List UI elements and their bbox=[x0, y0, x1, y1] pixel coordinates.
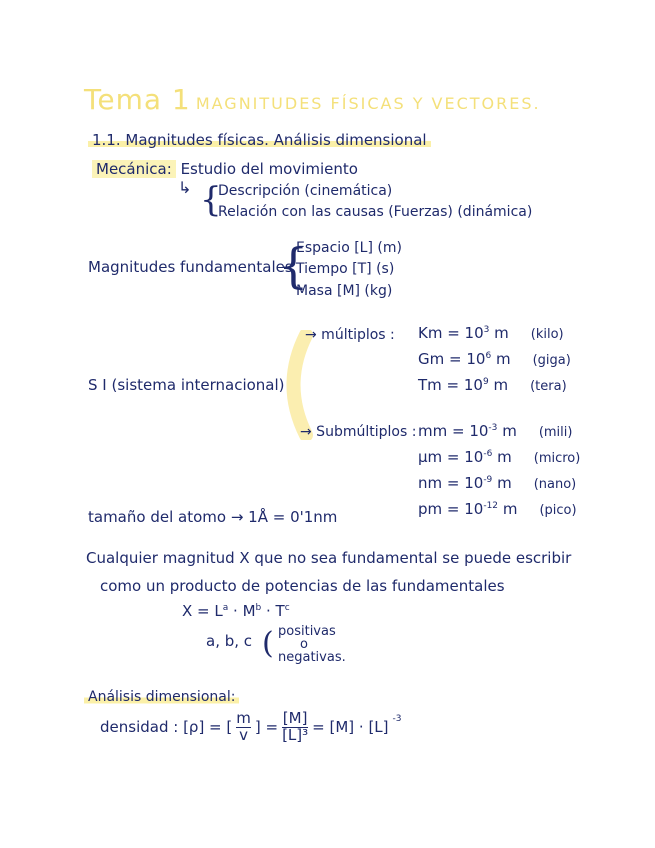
mecanica-item-2: Relación con las causas (Fuerzas) (dinámica) bbox=[218, 204, 533, 220]
fundamental-item-2: Tiempo [T] (s) bbox=[296, 261, 395, 277]
analisis-heading: Análisis dimensional: bbox=[84, 690, 239, 704]
cualquier-line-1: Cualquier magnitud X que no sea fundamental se puede escribir bbox=[86, 549, 572, 567]
multiplos-label: → múltiplos : bbox=[305, 327, 395, 343]
mecanica-desc: Estudio del movimiento bbox=[180, 160, 358, 178]
fundamentales-label: Magnitudes fundamentales bbox=[88, 258, 293, 276]
cualquier-line-2: como un producto de potencias de las fundamentales bbox=[100, 577, 505, 595]
brace-fundamentales: { bbox=[278, 238, 309, 294]
fraction-M-L3: $\frac{[M]}{\text{[L]³}}$ bbox=[282, 709, 309, 744]
negativas: negativas. bbox=[278, 650, 346, 665]
mecanica-label: Mecánica: bbox=[92, 160, 176, 178]
brace-mecanica: { bbox=[200, 180, 222, 220]
submultiplo-row: nm = $10^{-9}$ m (nano) bbox=[418, 474, 577, 492]
brace-abc: ( bbox=[262, 626, 274, 661]
abc-label: a, b, c bbox=[206, 632, 253, 650]
submultiplo-row: mm = $10^{-3}$ m (mili) bbox=[418, 422, 573, 440]
formula-x: $X = L^a \cdot M^b \cdot T^c$ bbox=[182, 602, 290, 620]
title-sub: MAGNITUDES FÍSICAS Y VECTORES. bbox=[195, 94, 541, 113]
fraction-m-v: $\frac{m}{v}$ bbox=[236, 709, 251, 744]
fundamental-item-3: Masa [M] (kg) bbox=[296, 283, 393, 299]
submultiplos-label: → Submúltiplos : bbox=[300, 424, 417, 440]
si-label: S I (sistema internacional) bbox=[88, 376, 285, 394]
page-title bbox=[84, 83, 541, 116]
multiplo-row: $Gm = 10^6$ m (giga) bbox=[418, 350, 571, 368]
o-label: o bbox=[300, 637, 308, 652]
multiplo-row: $Tm = 10^9$ m (tera) bbox=[418, 376, 567, 394]
mecanica-item-1: Descripción (cinemática) bbox=[218, 183, 393, 199]
atomo-line: tamaño del atomo → 1Å = 0'1nm bbox=[88, 508, 338, 526]
multiplo-row: $Km = 10^3$ m (kilo) bbox=[418, 324, 564, 342]
densidad-formula: densidad : [ρ] = [ $\frac{m}{v}$ ] = $\frac{[M]}{\text{[L]³}}$ = [M] · [L] $^{-3}$ bbox=[100, 709, 402, 744]
arrow-down-right-icon: ↳ bbox=[178, 178, 192, 197]
submultiplo-row: pm = $10^{-12}$ m (pico) bbox=[418, 500, 577, 518]
title-main: Tema 1 bbox=[84, 83, 191, 116]
submultiplo-row: $\mu m = 10^{-6}$ m (micro) bbox=[418, 448, 581, 466]
positivas: positivas bbox=[278, 624, 336, 639]
fundamental-item-1: Espacio [L] (m) bbox=[296, 240, 402, 256]
section-heading: 1.1. Magnitudes físicas. Análisis dimensional bbox=[88, 133, 431, 148]
mecanica-row bbox=[92, 162, 358, 177]
